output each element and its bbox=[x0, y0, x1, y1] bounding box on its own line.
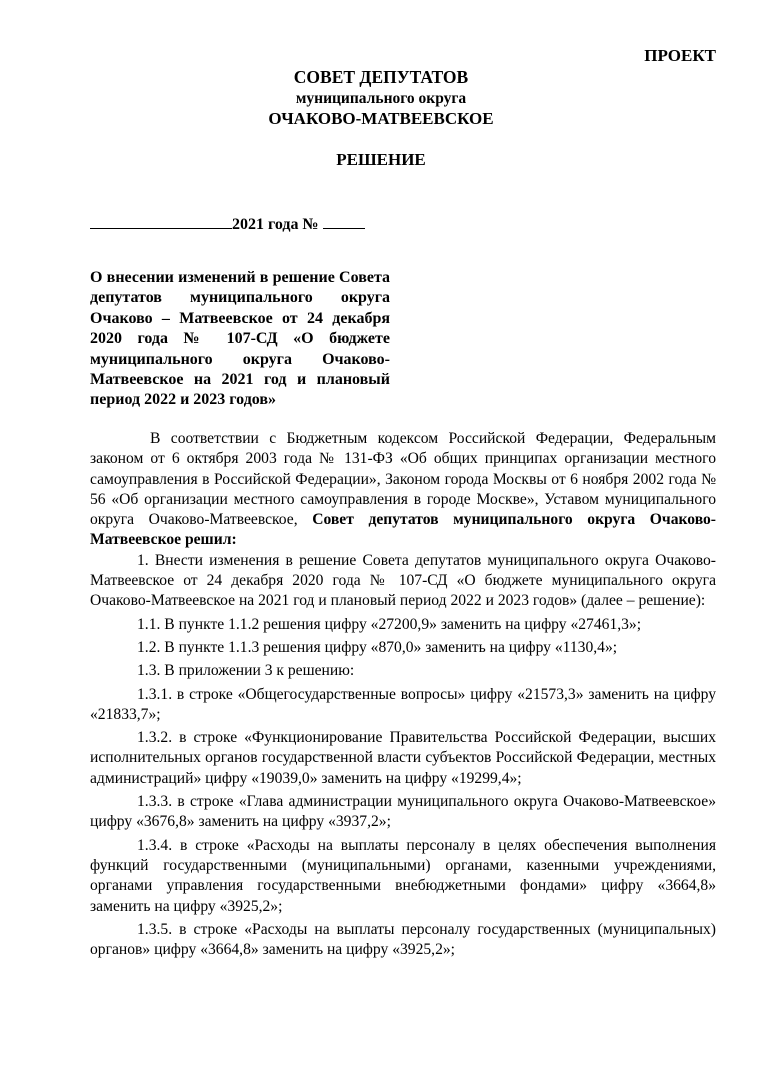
decision-body bbox=[90, 429, 716, 960]
preamble-resolution: Совет депутатов муниципального округа Очаково-Матвеевское решил: bbox=[90, 511, 716, 549]
date-text: 2021 года № bbox=[232, 216, 319, 233]
item-1-3-4: 1.3.4. в строке «Расходы на выплаты персоналу в целях обеспечения выполнения функций государственными (муниципальными) органами, казенными учреждениями, органами управления государственными внебюджетными фондами» цифру «3664,8» заменить на цифру «3925,2»; bbox=[90, 836, 716, 915]
item-1-2: 1.2. В пункте 1.1.3 решения цифру «870,0» заменить на цифру «1130,4»; bbox=[137, 638, 618, 656]
council-title: СОВЕТ ДЕПУТАТОВ bbox=[293, 67, 469, 87]
district-name: ОЧАКОВО-МАТВЕЕВСКОЕ bbox=[268, 109, 494, 128]
document-type: РЕШЕНИЕ bbox=[336, 150, 426, 169]
draft-stamp: ПРОЕКТ bbox=[644, 46, 716, 65]
item-1: 1. Внести изменения в решение Совета депутатов муниципального округа Очаково-Матвеевское от 24 декабря 2020 года № 107-СД «О бюджете муниципального округа Очаково-Матвеевское на 2021 год и плановый период 2022 и 2023 годов» (далее – решение): bbox=[90, 551, 716, 610]
item-1-3-5: 1.3.5. в строке «Расходы на выплаты персоналу государственных (муниципальных) органов» цифру «3664,8» заменить на цифру «3925,2»; bbox=[90, 920, 716, 959]
council-subtitle: муниципального округа bbox=[295, 90, 467, 107]
decision-subject: О внесении изменений в решение Совета депутатов муниципального округа Очаково – Матвеевское от 24 декабря 2020 года № 107-СД «О бюджете муниципального округа Очаково-Матвеевское на 2021 год и плановый период 2022 и 2023 годов» bbox=[90, 269, 390, 409]
preamble bbox=[90, 429, 716, 551]
item-1-3-1: 1.3.1. в строке «Общегосударственные вопросы» цифру «21573,3» заменить на цифру «21833,7»; bbox=[90, 685, 716, 723]
number-blank bbox=[323, 213, 365, 229]
date-blank bbox=[90, 213, 232, 229]
item-1-3-3: 1.3.3. в строке «Глава администрации муниципального округа Очаково-Матвеевское» цифру «3676,8» заменить на цифру «3937,2»; bbox=[90, 793, 716, 831]
preamble-text: В соответствии с Бюджетным кодексом Российской Федерации, Федеральным законом от 6 октября 2003 года № 131-ФЗ «Об общих принципах организации местного самоуправления в Российской Федерации», Законом города Москвы от 6 ноября 2002 года № 56 «Об организации местного самоуправления в городе Москве», Уставом муниципального округа Очаково-Матвеевское, bbox=[90, 430, 716, 529]
item-1-3-2: 1.3.2. в строке «Функционирование Правительства Российской Федерации, высших исполнительных органов государственной власти субъектов Российской Федерации, местных администраций» цифру «19039,0» заменить на цифру «19299,4»; bbox=[90, 729, 716, 787]
item-1-1: 1.1. В пункте 1.1.2 решения цифру «27200,9» заменить на цифру «27461,3»; bbox=[137, 615, 642, 633]
item-1-3: 1.3. В приложении 3 к решению: bbox=[137, 662, 355, 680]
date-number-line bbox=[90, 213, 365, 234]
